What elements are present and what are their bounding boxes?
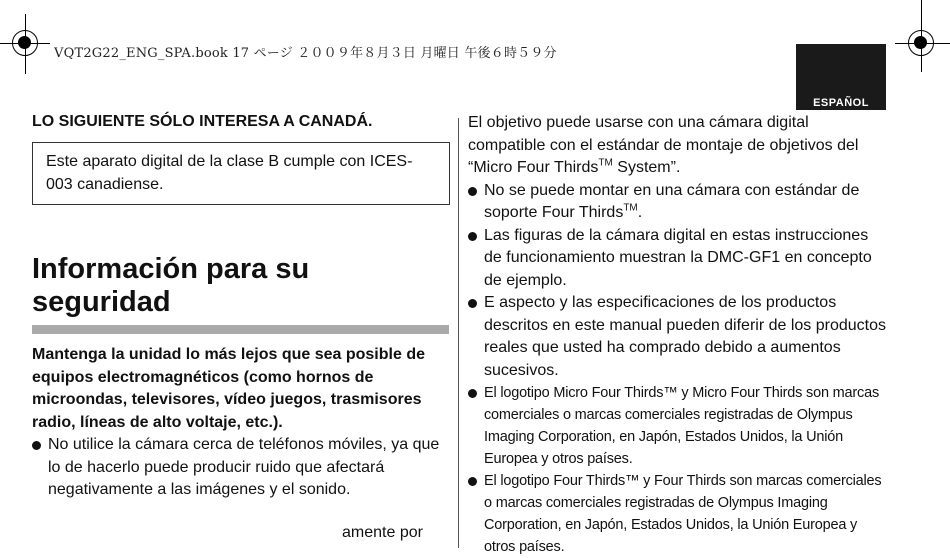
print-header-meta: VQT2G22_ENG_SPA.book 17 ページ ２００９年８月３日 月曜日 午後６時５９分: [54, 46, 557, 61]
section-title: Información para su seguridad: [32, 253, 310, 318]
trademark-sup: TM: [598, 157, 613, 169]
canada-heading: LO SIGUIENTE SÓLO INTERESA A CANADÁ.: [32, 113, 373, 130]
registration-mark-left-icon: [12, 30, 38, 56]
note-bullet-four-thirds-trademark: El logotipo Four Thirds™ y Four Thirds son marcas comerciales o marcas comerciales registradas de Olympus Imaging Corporation, en Japón, Estados Unidos, la Unión Europea y otros países.: [468, 470, 888, 558]
right-column: [468, 112, 888, 558]
left-column: [32, 113, 450, 502]
bullet-text: No se puede montar en una cámara con estándar de soporte Four Thirds: [484, 181, 860, 221]
note-bullet-specifications: E aspecto y las especificaciones de los productos descritos en este manual pueden diferir de los productos reales que usted ha comprado debido a aumentos sucesivos.: [468, 292, 888, 382]
bullet-text-end: .: [637, 204, 643, 221]
registration-mark-right-icon: [908, 30, 934, 56]
note-bullet-micro-four-thirds-trademark: El logotipo Micro Four Thirds™ y Micro Four Thirds son marcas comerciales o marcas comerciales registradas de Olympus Imaging Corporation, en Japón, Estados Unidos, la Unión Europea y otros países.: [468, 382, 888, 470]
trademark-sup: TM: [623, 202, 638, 214]
safety-bold-paragraph: Mantenga la unidad lo más lejos que sea posible de equipos electromagnéticos (como hornos de microondas, televisores, vídeo juegos, trasmisores radio, líneas de alto voltaje, etc.).: [32, 346, 425, 431]
language-tab: [796, 44, 886, 110]
intro-text-end: System”.: [612, 159, 681, 176]
note-bullet-figures: Las figuras de la cámara digital en estas instrucciones de funcionamiento muestran la DMC-GF1 en concepto de ejemplo.: [468, 225, 888, 293]
canada-notice-box: Este aparato digital de la clase B cumple con ICES-003 canadiense.: [32, 142, 450, 205]
note-bullet-four-thirds: [468, 180, 888, 225]
lens-compatibility-intro: [468, 112, 888, 180]
safety-bullet-item: No utilice la cámara cerca de teléfonos móviles, ya que lo de hacerlo puede producir ruido que afectará negativamente a las imágenes y el sonido.: [32, 434, 450, 502]
language-tab-label: ESPAÑOL: [813, 97, 869, 109]
cut-off-text-fragment: amente por: [342, 524, 423, 541]
section-title-underline: [32, 325, 449, 334]
intro-text: El objetivo puede usarse con una cámara digital compatible con el estándar de montaje de objetivos del “Micro Four Thirds: [468, 114, 859, 176]
column-divider: [458, 118, 459, 548]
